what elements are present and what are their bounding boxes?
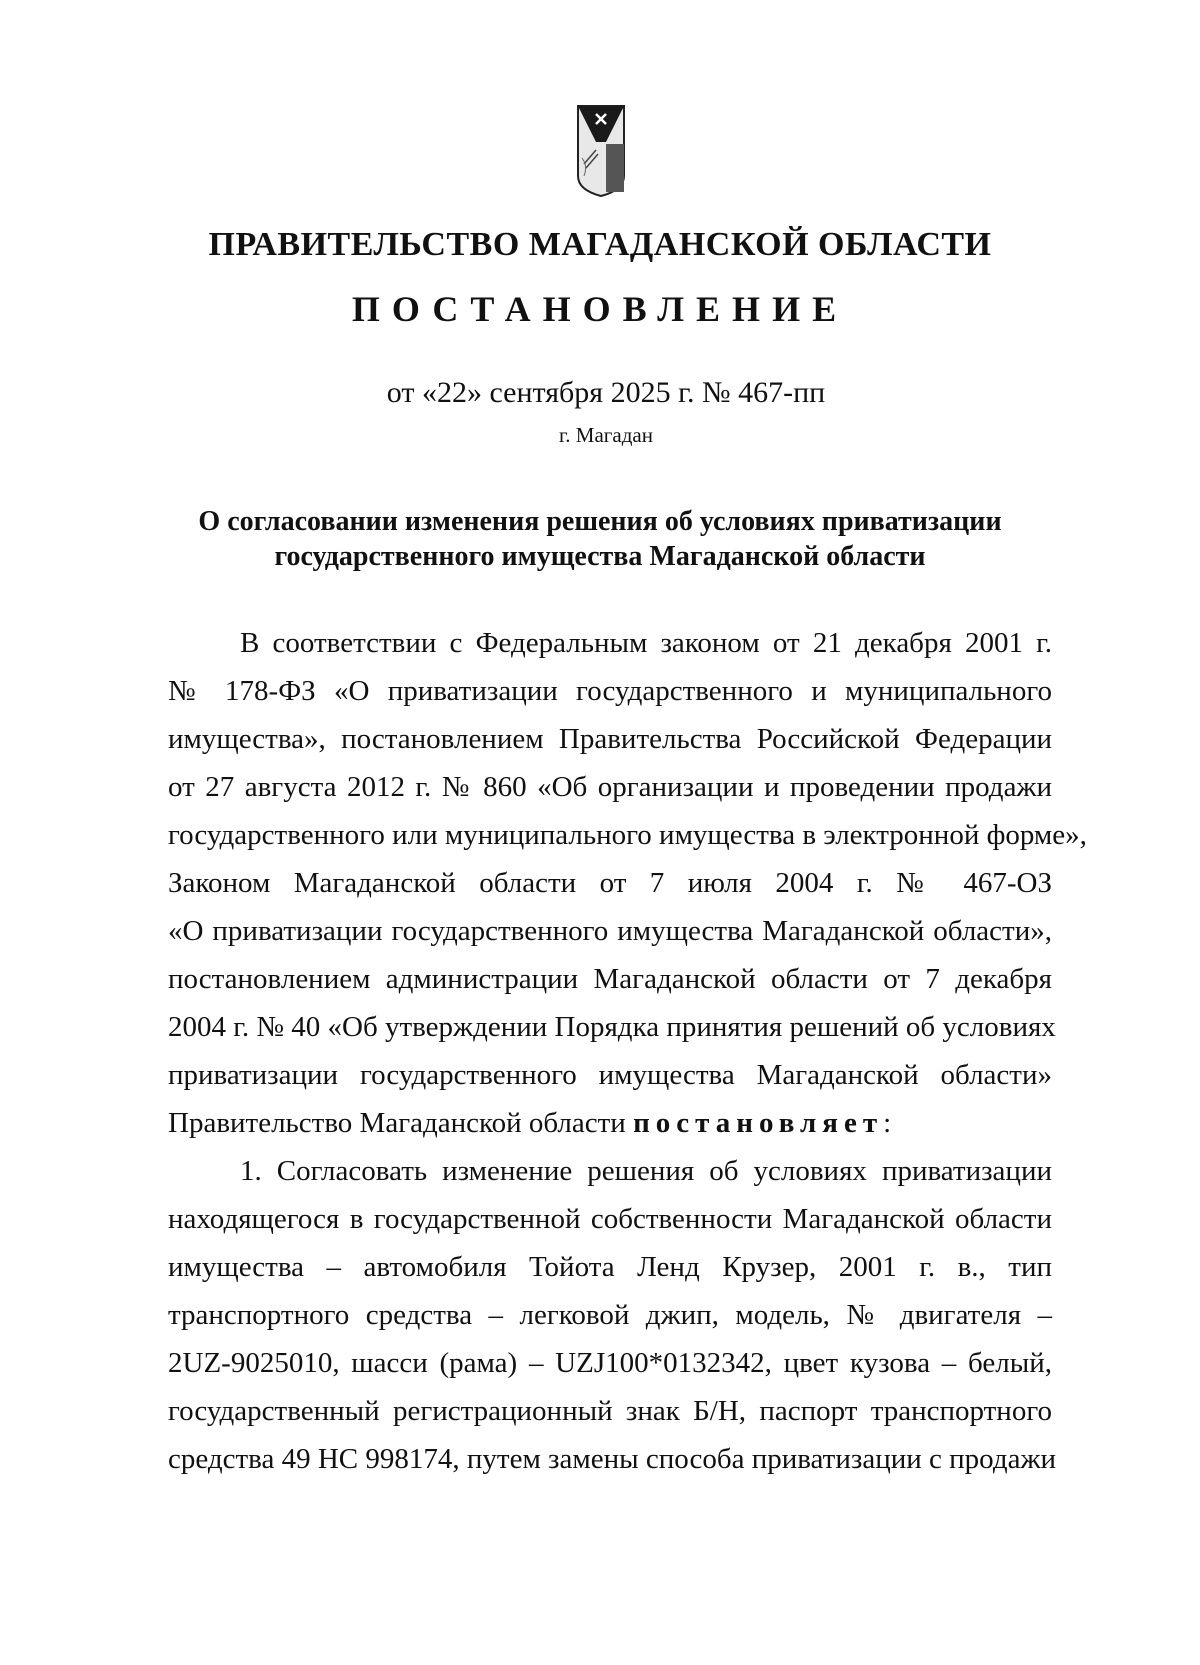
item-1-paragraph (168, 1147, 1056, 1483)
text-line: государственный регистрационный знак Б/Н, паспорт транспортного (168, 1395, 1052, 1427)
decree-line (168, 1099, 1052, 1147)
coat-of-arms-emblem (576, 104, 626, 198)
text-line: государственного или муниципального имущества в электронной форме», (168, 819, 1087, 851)
text-line: приватизации государственного имущества Магаданской области» (168, 1059, 1052, 1091)
text-line: имущества», постановлением Правительства Российской Федерации (168, 723, 1052, 755)
preamble-paragraph (168, 619, 1087, 1147)
document-subject (150, 504, 1050, 574)
decree-word: постановляет (633, 1107, 884, 1139)
subject-line: государственного имущества Магаданской области (274, 541, 926, 572)
text-line: Законом Магаданской области от 7 июля 2004 г. № 467-ОЗ (168, 867, 1052, 899)
decree-colon: : (883, 1107, 892, 1139)
document-type-heading: ПОСТАНОВЛЕНИЕ (351, 289, 849, 329)
text-line: 1. Согласовать изменение решения об условиях приватизации (240, 1155, 1052, 1187)
text-line: имущества – автомобиля Тойота Ленд Крузер, 2001 г. в., тип (168, 1251, 1052, 1283)
text-line: «О приватизации государственного имущества Магаданской области», (168, 915, 1052, 947)
subject-line: О согласовании изменения решения об условиях приватизации (198, 506, 1002, 537)
text-line: транспортного средства – легковой джип, модель, № двигателя – (168, 1299, 1052, 1331)
government-title: ПРАВИТЕЛЬСТВО МАГАДАНСКОЙ ОБЛАСТИ (208, 226, 992, 263)
text-line: В соответствии с Федеральным законом от 21 декабря 2001 г. (240, 627, 1052, 659)
text-line: постановлением администрации Магаданской области от 7 декабря (168, 963, 1052, 995)
text-line: находящегося в государственной собственности Магаданской области (168, 1203, 1052, 1235)
document-date-number: от «22» сентября 2025 г. № 467-пп (386, 376, 826, 409)
text-line: от 27 августа 2012 г. № 860 «Об организации и проведении продажи (168, 771, 1052, 803)
text-line: средства 49 НС 998174, путем замены способа приватизации с продажи (168, 1443, 1056, 1475)
text-line: 2UZ-9025010, шасси (рама) – UZJ100*0132342, цвет кузова – белый, (168, 1347, 1052, 1379)
text-line: 2004 г. № 40 «Об утверждении Порядка принятия решений об условиях (168, 1011, 1056, 1043)
document-city: г. Магадан (559, 423, 653, 447)
decree-subject: Правительство Магаданской области (168, 1107, 626, 1139)
text-line: № 178-ФЗ «О приватизации государственного и муниципального (168, 675, 1052, 707)
